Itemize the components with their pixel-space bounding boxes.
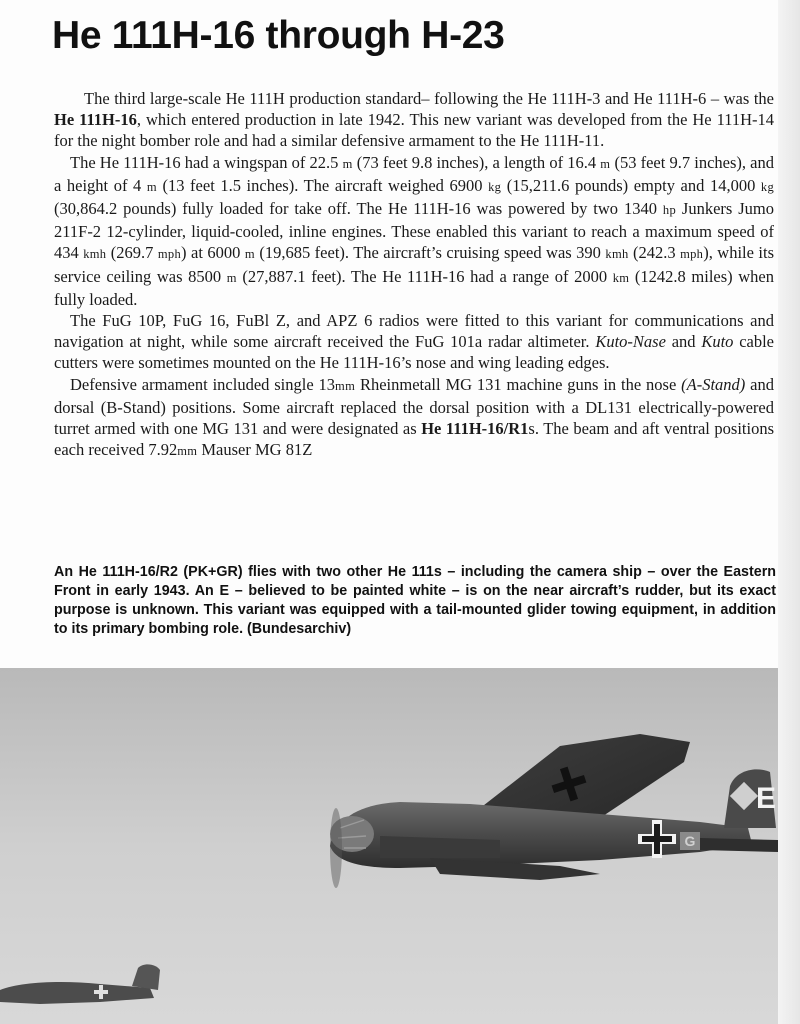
article-body bbox=[54, 88, 774, 462]
horizontal-stabilizer bbox=[700, 838, 778, 852]
p1-text: The third large-scale He 111H production standard– following the He 111H-3 and He 111H-6 – was the bbox=[84, 89, 774, 108]
p2-text: (27,887.1 feet). The He 111H-16 had a range of 2000 bbox=[236, 266, 613, 286]
p2-text: (53 feet 9.7 inches), and a height of 4 bbox=[54, 152, 774, 195]
p2-text: (1242.8 miles) when fully loaded. bbox=[54, 266, 774, 309]
unit-label: mm bbox=[335, 378, 356, 393]
p4-italic: (A-Stand) bbox=[681, 374, 746, 394]
p4-text: Rheinmetall MG 131 machine guns in the nose bbox=[355, 374, 682, 394]
p2-text: ), while its service ceiling was 8500 bbox=[54, 243, 775, 286]
unit-label: kmh bbox=[83, 247, 107, 262]
p2-text: (15,211.6 pounds) empty and 14,000 bbox=[501, 175, 761, 195]
p3-italic: Kuto-Nase bbox=[595, 332, 666, 352]
p4-bold: He 111H-16/R1 bbox=[421, 419, 529, 439]
unit-label: m bbox=[342, 156, 353, 171]
unit-label: km bbox=[612, 270, 630, 285]
unit-label: mph bbox=[157, 247, 182, 262]
p2-text: (30,864.2 pounds) fully loaded for take off. The He 111H-16 was powered by two 1340 bbox=[54, 199, 663, 219]
p3-text: and bbox=[665, 332, 702, 352]
unit-label: kmh bbox=[605, 247, 629, 262]
tail-letter-marking: E bbox=[755, 782, 777, 815]
p1-bold: He 111H-16 bbox=[54, 110, 137, 130]
photo-caption: An He 111H-16/R2 (PK+GR) flies with two other He 111s – including the camera ship – over the Eastern Front in early 1943. An E – believed to be painted white – is on the near aircraft’s rudder, but its exact purpose is unknown. This variant was equipped with a tail-mounted glider towing equipment, in addition to its primary bombing role. (Bundesarchiv) bbox=[54, 564, 776, 637]
aircraft-photo bbox=[0, 668, 778, 1024]
unit-label: mph bbox=[680, 247, 704, 262]
unit-label: m bbox=[244, 247, 255, 262]
p2-text: (242.3 bbox=[628, 243, 681, 263]
paragraph-3 bbox=[54, 310, 774, 374]
fuselage-code-text: G bbox=[684, 833, 696, 849]
page-edge bbox=[778, 0, 800, 1024]
unit-label: m bbox=[226, 270, 237, 285]
p2-text: (269.7 bbox=[106, 243, 158, 263]
unit-label: m bbox=[600, 156, 611, 171]
paragraph-1 bbox=[54, 88, 774, 152]
propeller bbox=[330, 808, 342, 888]
paragraph-4 bbox=[54, 374, 774, 463]
page-title: He 111H-16 through H-23 bbox=[52, 14, 505, 57]
p2-text: The He 111H-16 had a wingspan of 22.5 bbox=[70, 152, 343, 172]
p2-text: (13 feet 1.5 inches). The aircraft weighed 6900 bbox=[156, 175, 489, 195]
unit-label: kg bbox=[760, 179, 775, 194]
distant-cross-v bbox=[99, 985, 103, 999]
p3-text: The FuG 10P, FuG 16, FuBl Z, and APZ 6 radios were fitted to this variant for communications and navigation at night, while some aircraft received the FuG 101a radar altimeter. bbox=[54, 311, 774, 352]
p3-italic: Kuto bbox=[701, 332, 734, 352]
p4-text: and dorsal (B-Stand) positions. Some aircraft replaced the dorsal position with a DL131 electrically-powered turret armed with one MG 131 and were designated as bbox=[54, 374, 774, 439]
p4-text: s. The beam and aft ventral positions each received 7.92 bbox=[54, 419, 775, 460]
p2-text: (19,685 feet). The aircraft’s cruising speed was 390 bbox=[254, 243, 606, 263]
unit-label: m bbox=[146, 179, 157, 194]
paragraph-2 bbox=[54, 152, 774, 310]
p3-text: cable cutters were sometimes mounted on the He 111H-16’s nose and wing leading edges. bbox=[54, 332, 774, 373]
p2-text: Junkers Jumo 211F-2 12-cylinder, liquid-cooled, inline engines. These enabled this variant to reach a maximum speed of 434 bbox=[54, 199, 775, 263]
unit-label: kg bbox=[488, 179, 502, 194]
unit-label: mm bbox=[177, 444, 198, 459]
unit-label: hp bbox=[662, 203, 676, 218]
p1-text-2: , which entered production in late 1942. This new variant was developed from the He 111H-14 for the night bomber role and had a similar defensive armament to the He 111H-11. bbox=[54, 110, 775, 151]
p2-text: ) at 6000 bbox=[181, 243, 245, 263]
p4-text: Mauser MG 81Z bbox=[197, 440, 313, 460]
aircraft-photo-illustration bbox=[0, 668, 778, 1024]
p4-text: Defensive armament included single 13 bbox=[70, 374, 336, 394]
p2-text: (73 feet 9.8 inches), a length of 16.4 bbox=[352, 152, 601, 172]
